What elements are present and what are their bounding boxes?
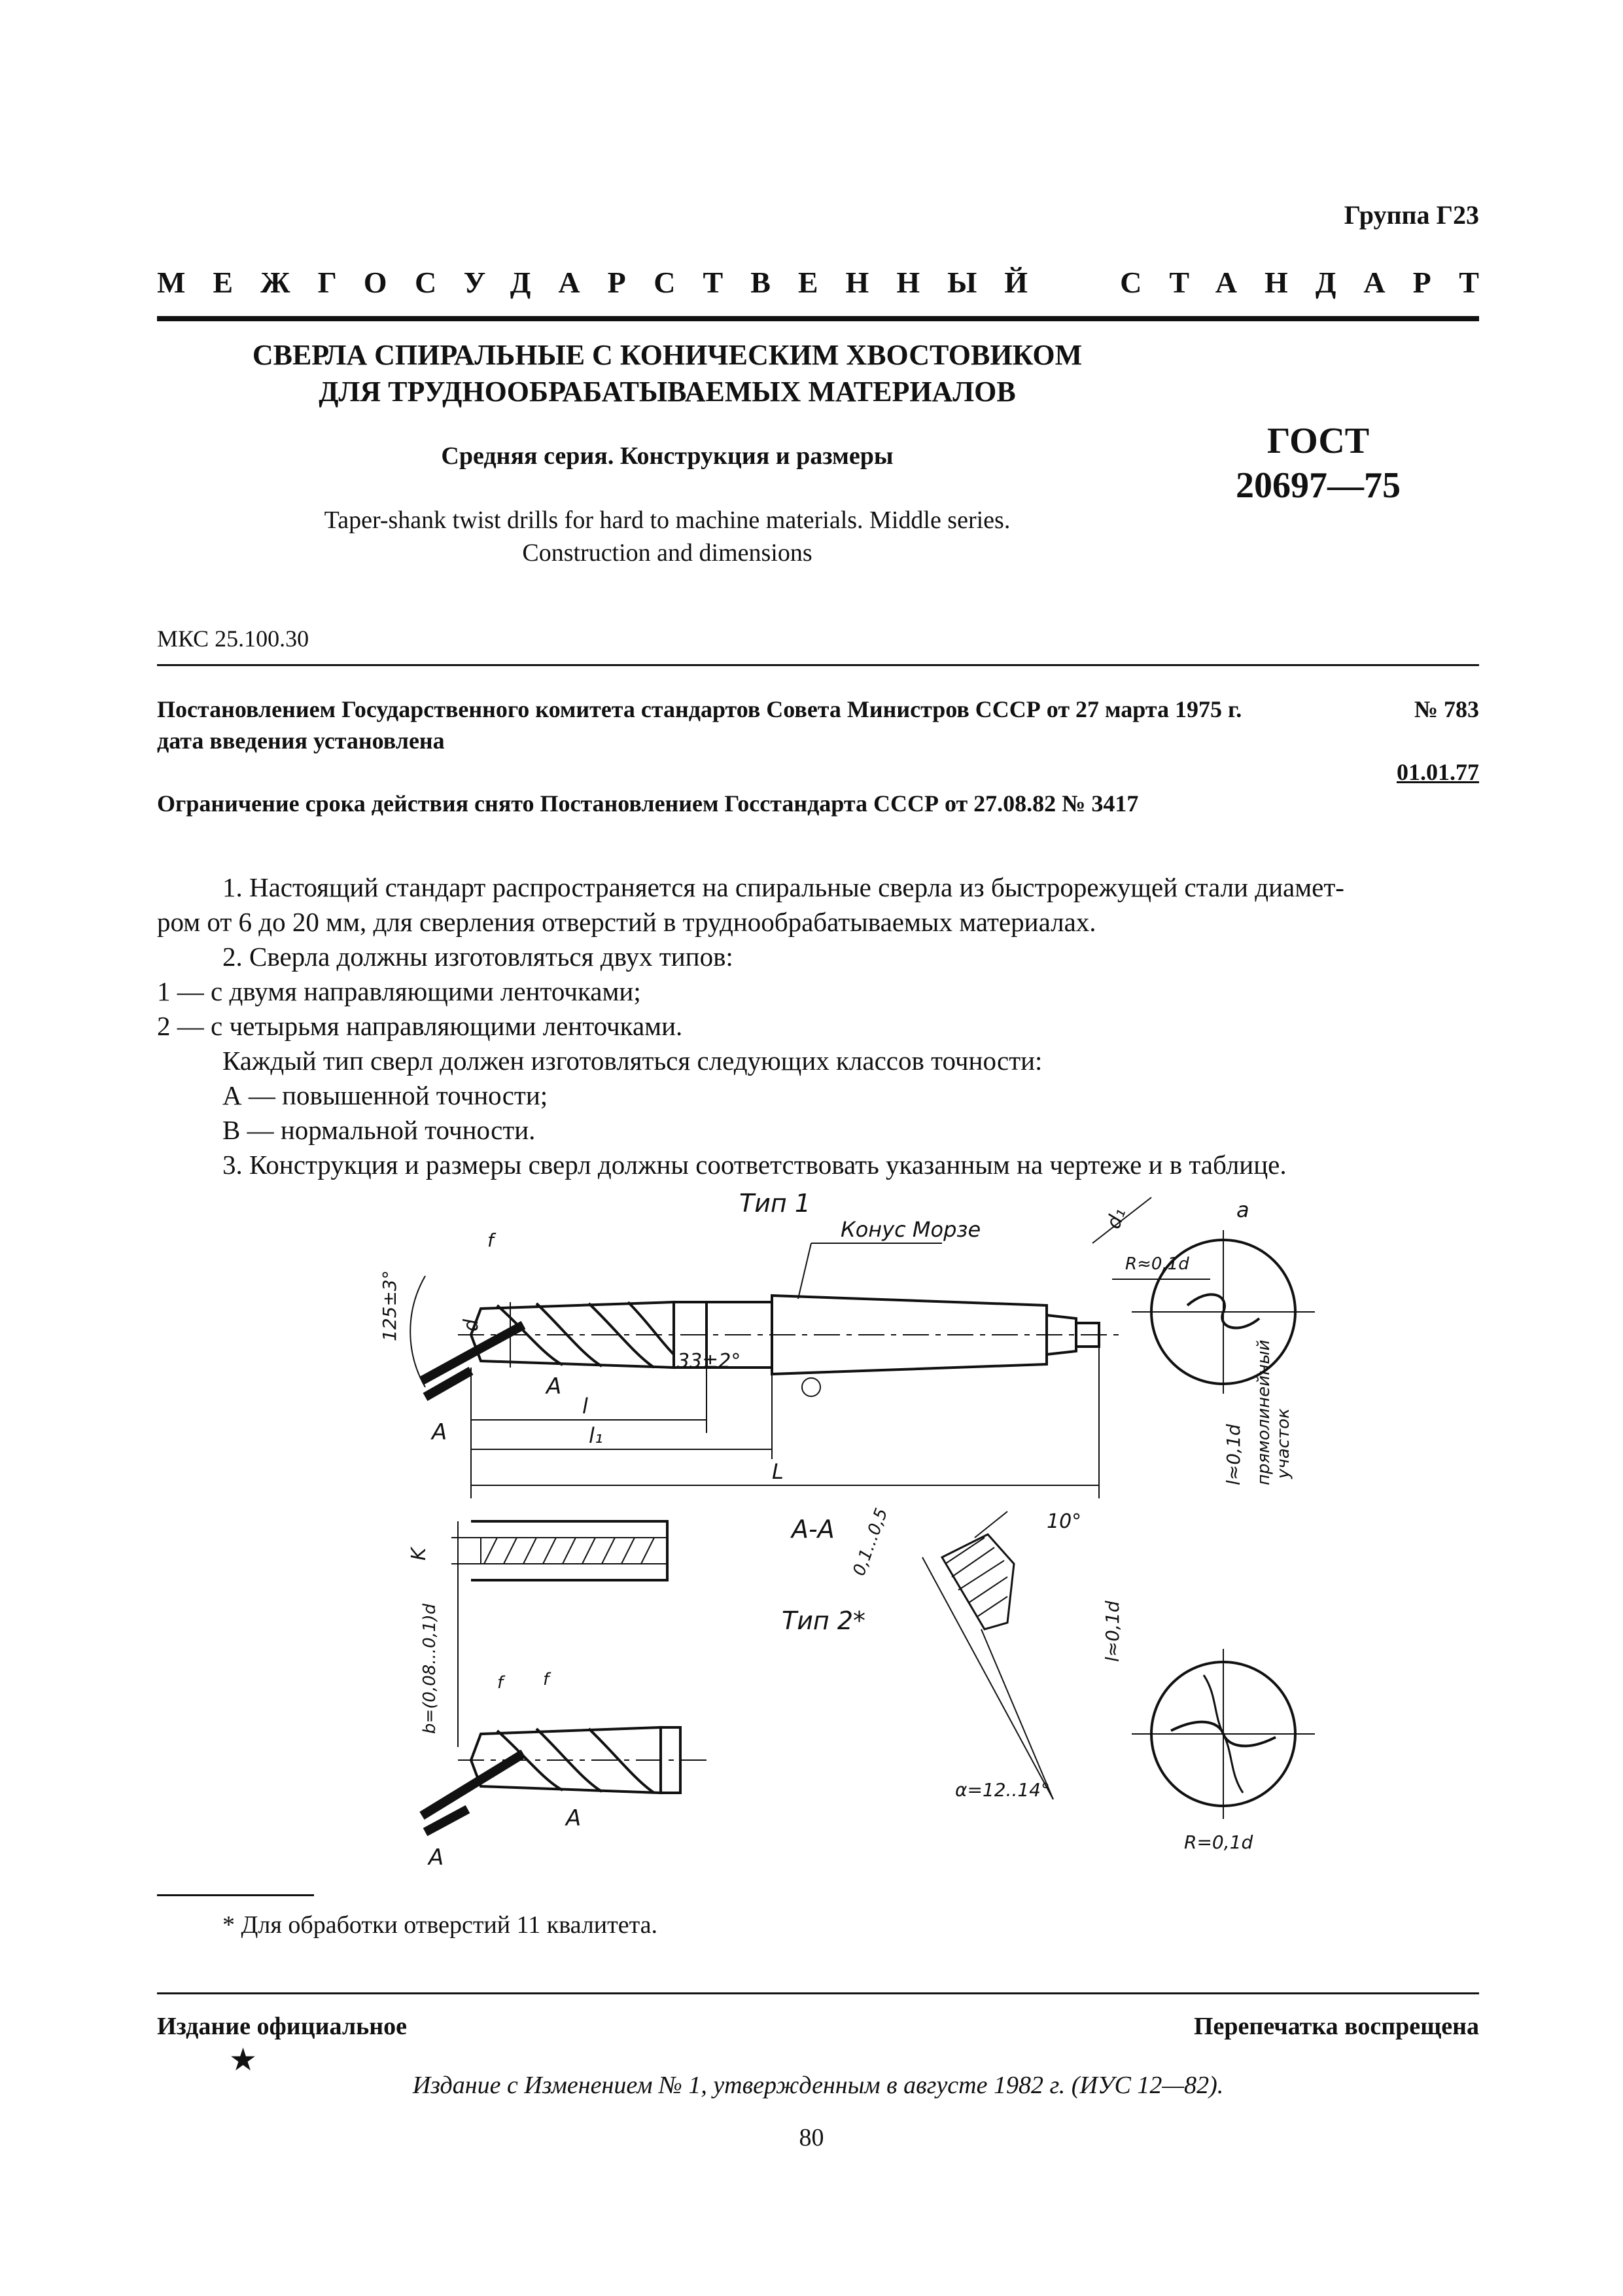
f-label-3: f — [543, 1670, 550, 1689]
a-label: a — [1236, 1197, 1249, 1222]
k-label: K — [408, 1547, 430, 1561]
body-text — [157, 870, 1479, 1182]
decree-line-1: Постановлением Государственного комитета стандартов Совета Министров СССР от 27 марта 1975 г. — [157, 696, 1242, 722]
margin-width-label: b=(0,08...0,1)d — [420, 1603, 440, 1734]
type-2-item: 2 — с четырьмя направляющими ленточками. — [157, 1011, 683, 1041]
l1-label: l₁ — [589, 1423, 603, 1448]
r-label-2: R=0,1d — [1184, 1831, 1253, 1853]
accuracy-b: В — нормальной точности. — [222, 1115, 536, 1145]
straight-section-label-2: участок — [1274, 1408, 1293, 1479]
amendment-note: Издание с Изменением № 1, утвержденным в августе 1982 г. (ИУС 12—82). — [412, 2072, 1224, 2099]
section-a-mark-2: A — [432, 1419, 447, 1445]
d1-label: d₁ — [1102, 1205, 1131, 1232]
decree-line-2: дата введения установлена — [157, 728, 445, 754]
gost-number: 20697—75 — [1236, 465, 1401, 506]
title-line-2: ДЛЯ ТРУДНООБРАБАТЫВАЕМЫХ МАТЕРИАЛОВ — [319, 376, 1016, 408]
L-label: L — [772, 1459, 784, 1484]
document-title — [157, 337, 1178, 410]
type-2-drill — [422, 1727, 707, 1832]
introduction-date: 01.01.77 — [1397, 759, 1479, 785]
decree-number: № 783 — [1414, 696, 1479, 722]
accuracy-a: А — повышенной точности; — [222, 1080, 548, 1110]
accuracy-intro: Каждый тип сверл должен изготовляться следующих классов точности: — [222, 1046, 1043, 1076]
type-2-label: Тип 2* — [782, 1606, 866, 1635]
mks-rule — [157, 664, 1479, 666]
f-label-2: f — [497, 1673, 504, 1693]
standard-banner — [157, 265, 1507, 300]
english-title-line-1: Taper-shank twist drills for hard to machine materials. Middle series. — [324, 506, 1011, 534]
section-a-a-label: А-А — [792, 1515, 835, 1544]
straight-section-label-1: прямолинейный — [1254, 1339, 1274, 1485]
gost-label: ГОСТ — [1266, 421, 1370, 461]
type-1-item: 1 — с двумя направляющими ленточками; — [157, 976, 641, 1006]
type-1-drill — [422, 1296, 1125, 1397]
footnote: * Для обработки отверстий 11 квалитета. — [222, 1911, 658, 1939]
group-code: Группа Г23 — [1344, 200, 1479, 230]
morse-taper-label: Конус Морзе — [841, 1217, 981, 1242]
d-label: d — [460, 1318, 483, 1332]
document-subtitle: Средняя серия. Конструкция и размеры — [441, 442, 894, 470]
decree-line-3: Ограничение срока действия снято Постановлением Госстандарта СССР от 27.08.82 № 3417 — [157, 790, 1139, 817]
paragraph-1b: ром от 6 до 20 мм, для сверления отверстий в труднообрабатываемых материалах. — [157, 907, 1096, 937]
header-rule — [157, 316, 1479, 321]
l-label: l — [582, 1394, 588, 1419]
land-detail — [451, 1521, 667, 1747]
helix-angle-label: 33±2° — [677, 1350, 741, 1373]
paragraph-1a: 1. Настоящий стандарт распространяется на спиральные сверла из быстрорежущей стали диамет- — [222, 872, 1344, 902]
page-number: 80 — [799, 2124, 824, 2151]
f-label-1: f — [487, 1229, 494, 1251]
paragraph-3: 3. Конструкция и размеры сверл должны соответствовать указанным на чертеже и в таблице. — [222, 1150, 1287, 1180]
type-2-cross-section — [1132, 1649, 1315, 1819]
section-a-mark-4: A — [428, 1845, 444, 1865]
r-approx-label: R≈0,1d — [1125, 1254, 1189, 1274]
footer-rule — [157, 1992, 1479, 1994]
section-chamfer-label: 0,1...0,5 — [849, 1506, 892, 1579]
type-1-label: Тип 1 — [739, 1189, 811, 1218]
gost-designation — [1210, 419, 1426, 508]
mks-code: МКС 25.100.30 — [157, 626, 309, 652]
drill-drawing — [366, 1171, 1335, 1865]
section-a-mark-3: A — [566, 1805, 582, 1831]
english-title-line-2: Construction and dimensions — [522, 539, 812, 567]
reprint-prohibited: Перепечатка воспрещена — [1193, 2013, 1479, 2040]
straight-length-label: l≈0,1d — [1223, 1424, 1244, 1485]
straight-length-label-2: l≈0,1d — [1102, 1600, 1123, 1662]
english-title — [157, 504, 1178, 569]
decree-block — [157, 694, 1479, 819]
paragraph-2: 2. Сверла должны изготовляться двух типов: — [222, 942, 733, 972]
point-angle-label: 125±3° — [379, 1270, 400, 1341]
footnote-rule — [157, 1894, 314, 1896]
section-a-mark-1: A — [546, 1373, 562, 1400]
official-edition: Издание официальное — [157, 2013, 408, 2040]
clearance-angle-label: α=12..14° — [955, 1779, 1050, 1801]
title-line-1: СВЕРЛА СПИРАЛЬНЫЕ С КОНИЧЕСКИМ ХВОСТОВИКОМ — [252, 339, 1083, 371]
banner-standard: СТАНДАРТ — [1120, 266, 1507, 299]
banner-interstate: МЕЖГОСУДАРСТВЕННЫЙ — [157, 266, 1056, 299]
ten-degree-label: 10° — [1047, 1510, 1082, 1533]
star-icon: ★ — [229, 2043, 258, 2077]
section-a-a — [922, 1511, 1053, 1799]
